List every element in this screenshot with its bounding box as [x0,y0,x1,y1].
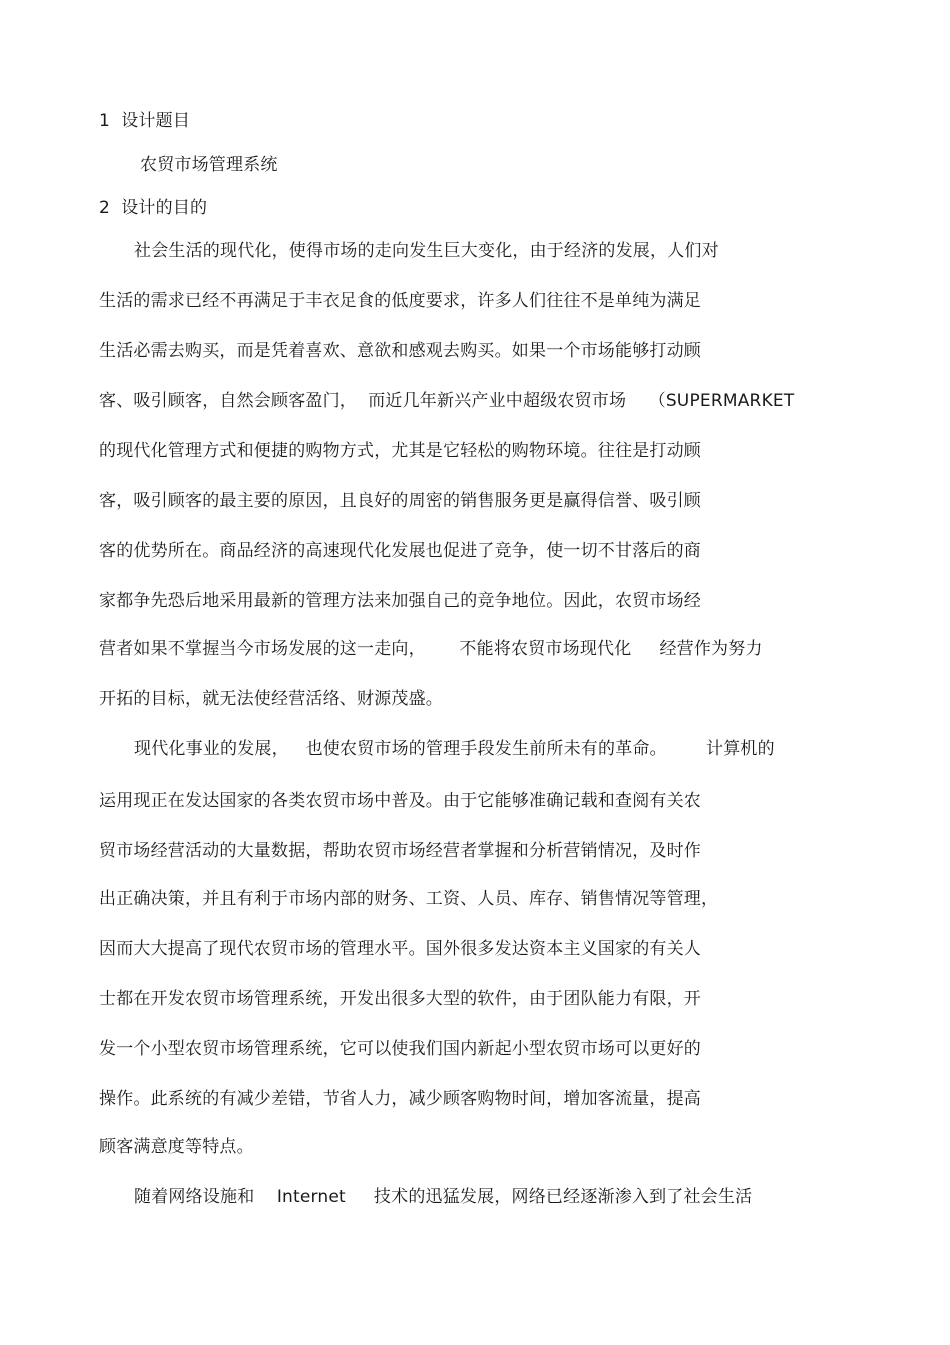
paragraph-line: 营者如果不掌握当今市场发展的这一走向， 不能将农贸市场现代化 经营作为努力 [99,639,763,659]
design-topic-title: 农贸市场管理系统 [140,155,278,175]
paragraph-line: 现代化事业的发展， 也使农贸市场的管理手段发生前所未有的革命。 计算机的 [134,739,775,759]
paragraph-line: 贸市场经营活动的大量数据，帮助农贸市场经营者掌握和分析营销情况，及时作 [99,841,701,861]
paragraph-line: 随着网络设施和 Internet 技术的迅猛发展，网络已经逐渐渗入到了社会生活 [134,1187,753,1207]
paragraph-line: 生活必需去购买，而是凭着喜欢、意欲和感观去购买。如果一个市场能够打动顾 [99,341,701,361]
paragraph-line: 生活的需求已经不再满足于丰衣足食的低度要求，许多人们往往不是单纯为满足 [99,291,701,311]
paragraph-line: 家都争先恐后地采用最新的管理方法来加强自己的竞争地位。因此，农贸市场经 [99,591,701,611]
paragraph-line: 因而大大提高了现代农贸市场的管理水平。国外很多发达资本主义国家的有关人 [99,939,701,959]
paragraph-line: 社会生活的现代化，使得市场的走向发生巨大变化，由于经济的发展，人们对 [134,241,719,261]
paragraph-line: 出正确决策，并且有利于市场内部的财务、工资、人员、库存、销售情况等管理， [99,889,719,909]
paragraph-line: 士都在开发农贸市场管理系统，开发出很多大型的软件，由于团队能力有限，开 [99,989,701,1009]
paragraph-line: 发一个小型农贸市场管理系统，它可以使我们国内新起小型农贸市场可以更好的 [99,1039,701,1059]
paragraph-line: 客的优势所在。商品经济的高速现代化发展也促进了竞争，使一切不甘落后的商 [99,541,701,561]
paragraph-line: 操作。此系统的有减少差错，节省人力，减少顾客购物时间，增加客流量，提高 [99,1089,701,1109]
section-heading-1: 1 设计题目 [99,111,191,131]
paragraph-line: 开拓的目标，就无法使经营活络、财源茂盛。 [99,689,443,709]
section-heading-2: 2 设计的目的 [99,198,208,218]
paragraph-line: 的现代化管理方式和便捷的购物方式，尤其是它轻松的购物环境。往往是打动顾 [99,441,701,461]
paragraph-line: 客，吸引顾客的最主要的原因，且良好的周密的销售服务更是赢得信誉、吸引顾 [99,491,701,511]
paragraph-line: 客、吸引顾客，自然会顾客盈门， 而近几年新兴产业中超级农贸市场 （SUPERMARKET [99,391,795,411]
paragraph-line: 运用现正在发达国家的各类农贸市场中普及。由于它能够准确记载和查阅有关农 [99,791,701,811]
paragraph-line: 顾客满意度等特点。 [99,1137,254,1157]
